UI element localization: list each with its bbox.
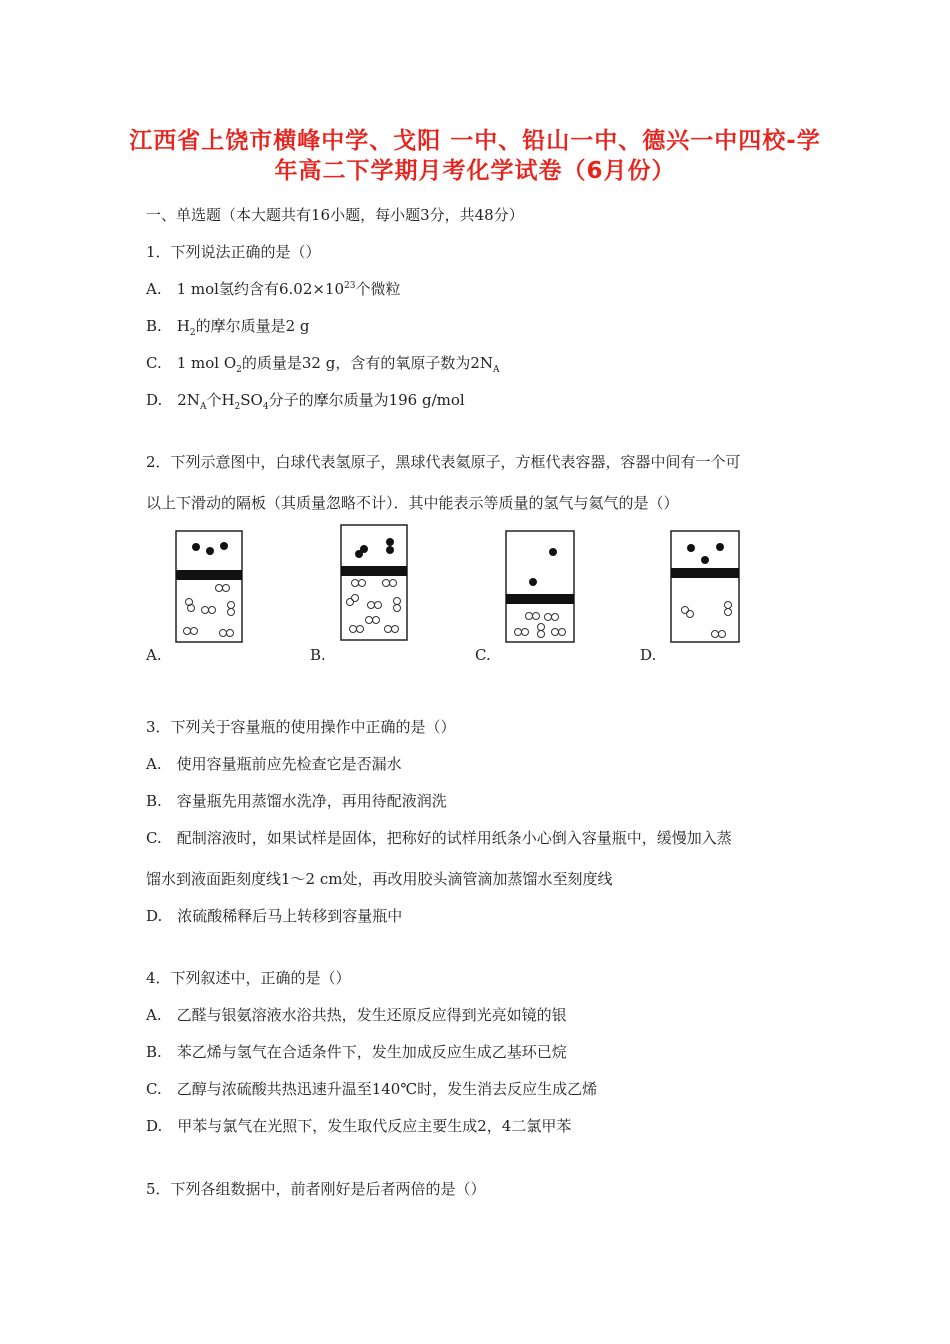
q3-option-a[interactable]: A. 使用容量瓶前应先检查它是否漏水	[146, 755, 402, 773]
q2-option-b[interactable]: B.	[310, 646, 326, 664]
section-heading: 一、单选题（本大题共有16小题，每小题3分，共48分）	[146, 206, 524, 224]
q2-option-a[interactable]: A.	[146, 646, 162, 664]
q3-option-b[interactable]: B. 容量瓶先用蒸馏水洗净，再用待配液润洗	[146, 792, 447, 810]
diagram-d	[670, 530, 742, 645]
q3-option-c-line-1[interactable]: C. 配制溶液时，如果试样是固体，把称好的试样用纸条小心倒入容量瓶中，缓慢加入蒸	[146, 829, 732, 847]
q4-option-a[interactable]: A. 乙醛与银氨溶液水浴共热，发生还原反应得到光亮如镜的银	[146, 1006, 567, 1024]
q3-option-c-line-2: 馏水到液面距刻度线1～2 cm处，再改用胶头滴管滴加蒸馏水至刻度线	[146, 870, 613, 888]
q1-option-b[interactable]: B. $H_2$的摩尔质量是2 g	[146, 317, 310, 338]
title-line-2: 年高二下学期月考化学试卷（6月份）	[274, 158, 676, 184]
q3-option-d[interactable]: D. 浓硫酸稀释后马上转移到容量瓶中	[146, 907, 403, 925]
diagram-c	[505, 530, 577, 645]
q4-stem: 4．下列叙述中，正确的是（）	[146, 969, 351, 987]
q4-option-c[interactable]: C. 乙醇与浓硫酸共热迅速升温至140℃时，发生消去反应生成乙烯	[146, 1080, 598, 1098]
q1-option-a[interactable]: A. 1 mol氢约含有$6.02\times 10^{23}$个微粒	[146, 280, 401, 298]
q2-stem-line-1: 2．下列示意图中，白球代表氢原子，黑球代表氦原子，方框代表容器，容器中间有一个可	[146, 453, 741, 471]
q5-stem: 5．下列各组数据中，前者刚好是后者两倍的是（）	[146, 1180, 486, 1198]
q2-stem-line-2: 以上下滑动的隔板（其质量忽略不计）．其中能表示等质量的氢气与氦气的是（）	[146, 494, 679, 512]
q4-option-b[interactable]: B. 苯乙烯与氢气在合适条件下，发生加成反应生成乙基环已烷	[146, 1043, 567, 1061]
q3-stem: 3．下列关于容量瓶的使用操作中正确的是（）	[146, 718, 456, 736]
diagram-a	[175, 530, 245, 645]
q1-option-c[interactable]: C. 1 mol $O_2$的质量是32 g，含有的氧原子数为$2N_A$	[146, 354, 500, 375]
q4-option-d[interactable]: D. 甲苯与氯气在光照下，发生取代反应主要生成2，4二氯甲苯	[146, 1117, 572, 1135]
q1-stem: 1．下列说法正确的是（）	[146, 243, 321, 261]
diagram-b	[340, 524, 410, 643]
q2-option-d[interactable]: D.	[640, 646, 657, 664]
q2-option-c[interactable]: C.	[475, 646, 491, 664]
title-line-1: 江西省上饶市横峰中学、戈阳 一中、铅山一中、德兴一中四校-学	[129, 128, 821, 154]
q1-option-d[interactable]: D. $2N_A$个$H_2SO_4$分子的摩尔质量为196 g/mol	[146, 391, 465, 412]
